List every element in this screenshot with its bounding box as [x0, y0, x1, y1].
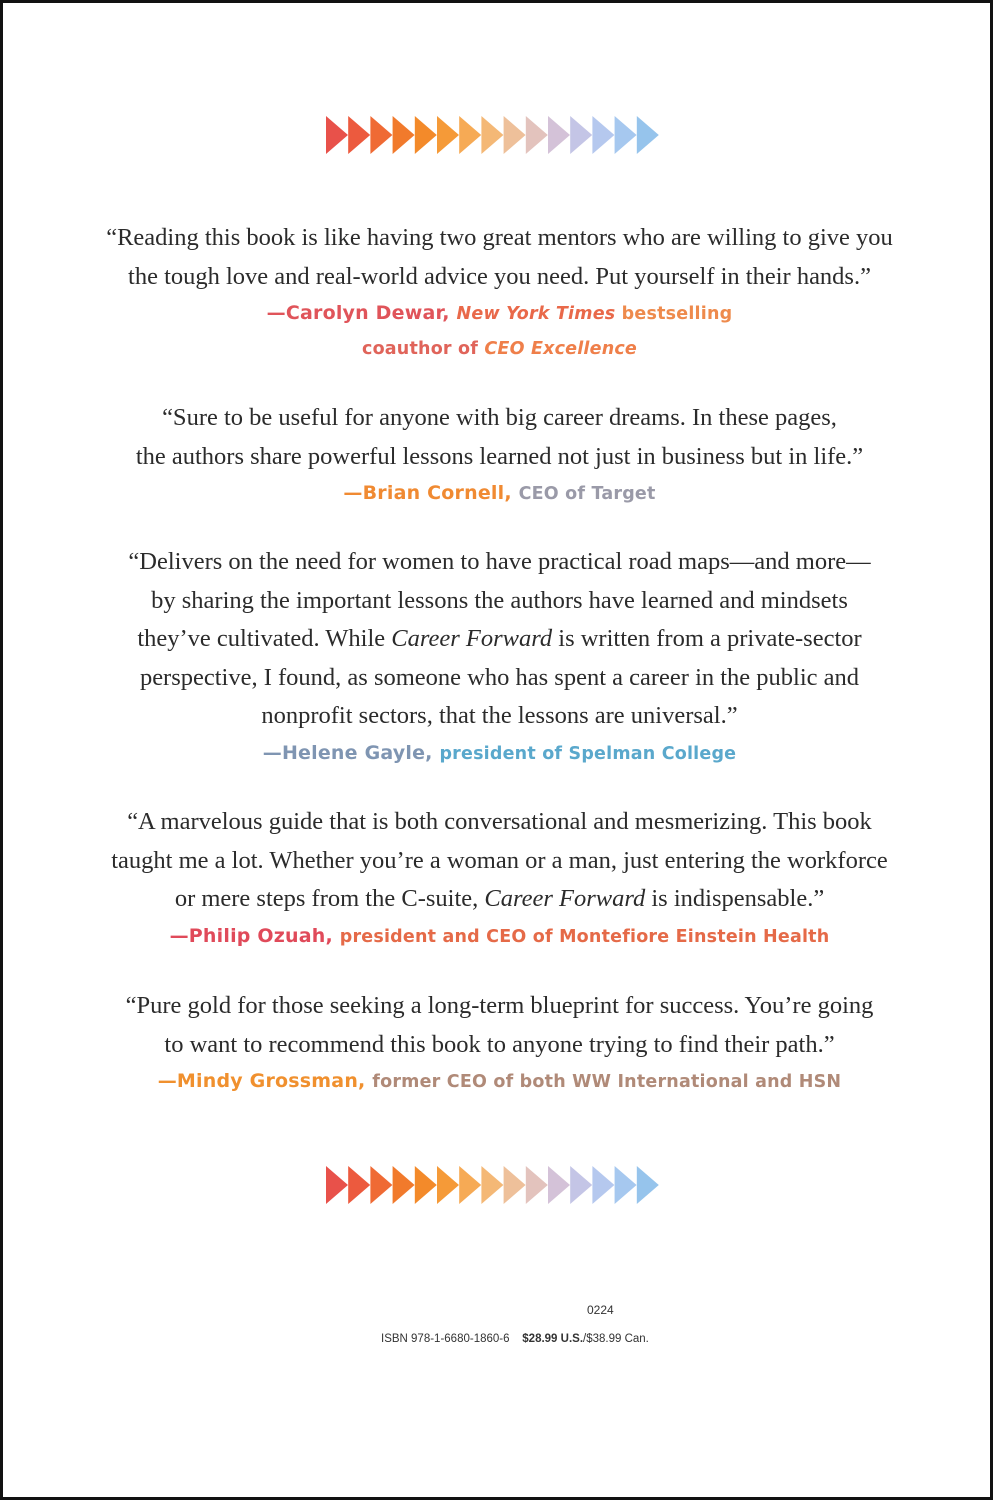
quote-4-line-3a: or mere steps from the C-suite,: [174, 885, 485, 912]
quote-5-line-1: “Pure gold for those seeking a long-term blueprint for success. You’re going: [125, 992, 874, 1019]
arrow-triangle: [592, 116, 614, 154]
arrow-triangle: [570, 1166, 592, 1204]
attribution-name: —Helene Gayle,: [262, 741, 433, 764]
arrow-triangle: [393, 1166, 415, 1204]
attribution-role-2: coauthor of: [362, 339, 485, 359]
attribution-name: —Brian Cornell,: [343, 482, 512, 504]
quote-2-attribution: [3, 476, 993, 511]
book-title: Career Forward: [484, 885, 646, 912]
isbn-price-line: [381, 1333, 649, 1345]
arrow-triangle: [326, 1166, 348, 1204]
quote-3-line-4: perspective, I found, as someone who has spent a career in the public and: [139, 663, 860, 691]
arrow-triangle: [348, 1166, 370, 1204]
quote-5-line-2: to want to recommend this book to anyone trying to find their path.”: [164, 1030, 835, 1058]
quote-4-line-1: “A marvelous guide that is both conversational and mesmerizing. This book: [127, 808, 872, 835]
quote-3-attribution: [3, 736, 993, 771]
attribution-role: former CEO of both WW International and HSN: [372, 1072, 842, 1092]
attribution-name: —Mindy Grossman,: [157, 1070, 366, 1092]
arrow-triangle: [348, 116, 370, 154]
attribution-role: president of Spelman College: [439, 743, 737, 764]
arrow-triangle: [370, 1166, 392, 1204]
arrow-triangle: [526, 1166, 548, 1204]
arrow-triangle: [504, 116, 526, 154]
quote-3-line-2: by sharing the important lessons the authors have learned and mindsets: [151, 586, 848, 614]
arrow-triangle: [548, 116, 570, 154]
arrow-triangle: [415, 1166, 437, 1204]
arrow-triangle: [548, 1166, 570, 1204]
arrow-triangle: [437, 116, 459, 154]
quote-2-line-2: the authors share powerful lessons learned not just in business but in life.”: [135, 442, 864, 470]
quote-2-line-1: “Sure to be useful for anyone with big career dreams. In these pages,: [162, 404, 837, 431]
price-code: 0224: [587, 1303, 614, 1317]
price-us: $28.99 U.S.: [522, 1333, 584, 1345]
arrow-decoration-bottom: [326, 1165, 682, 1205]
quote-4-line-3: [3, 880, 993, 919]
arrow-triangle: [504, 1166, 526, 1204]
arrow-triangle: [459, 116, 481, 154]
attribution-name: —Carolyn Dewar,: [266, 302, 450, 324]
arrow-triangle: [615, 1166, 637, 1204]
attribution-book-title: CEO Excellence: [484, 339, 637, 359]
arrow-triangle: [637, 1166, 659, 1204]
arrow-triangle: [393, 116, 415, 154]
quote-3-line-1: “Delivers on the need for women to have practical road maps—and more—: [128, 548, 871, 575]
arrow-triangle: [481, 1166, 503, 1204]
quote-1: [3, 219, 993, 366]
arrow-triangle: [615, 116, 637, 154]
arrow-triangle: [592, 1166, 614, 1204]
quote-4-attribution: [3, 919, 993, 954]
arrow-triangle: [326, 116, 348, 154]
quote-3-line-3b: is written from a private-sector: [552, 625, 862, 652]
quote-4-line-3b: is indispensable.”: [645, 885, 825, 912]
arrow-triangle: [370, 116, 392, 154]
arrow-triangle: [637, 116, 659, 154]
quote-4-line-2: taught me a lot. Whether you’re a woman or a man, just entering the workforce: [111, 846, 888, 874]
quote-5: [3, 987, 993, 1099]
attribution-role: bestselling: [615, 304, 733, 324]
arrow-triangle: [459, 1166, 481, 1204]
attribution-role-italic: New York Times: [456, 304, 616, 324]
quote-3-line-5: nonprofit sectors, that the lessons are universal.”: [261, 702, 738, 729]
quote-3-line-3a: they’ve cultivated. While: [137, 625, 392, 652]
price-can: /$38.99 Can.: [583, 1333, 649, 1345]
attribution-name: —Philip Ozuah,: [169, 924, 333, 947]
arrow-triangle: [415, 116, 437, 154]
quote-1-attribution-line-2: [3, 331, 993, 366]
arrow-triangle: [526, 116, 548, 154]
attribution-role: CEO of Target: [518, 484, 656, 504]
book-title: Career Forward: [391, 625, 553, 652]
quote-5-attribution: [3, 1064, 993, 1099]
isbn: ISBN 978-1-6680-1860-6: [381, 1333, 510, 1345]
quote-1-line-1: “Reading this book is like having two great mentors who are willing to give you: [106, 224, 893, 251]
quote-3: [3, 543, 993, 771]
quote-1-line-2: the tough love and real-world advice you need. Put yourself in their hands.”: [128, 262, 871, 290]
arrow-triangle: [570, 116, 592, 154]
arrow-triangle: [437, 1166, 459, 1204]
quote-2: [3, 399, 993, 511]
arrow-decoration-top: [326, 115, 682, 155]
arrow-triangle: [481, 116, 503, 154]
attribution-role: president and CEO of Montefiore Einstein Health: [339, 926, 830, 947]
quote-1-attribution: [3, 296, 993, 331]
quote-3-line-3: [3, 620, 993, 659]
quote-4: [3, 803, 993, 954]
